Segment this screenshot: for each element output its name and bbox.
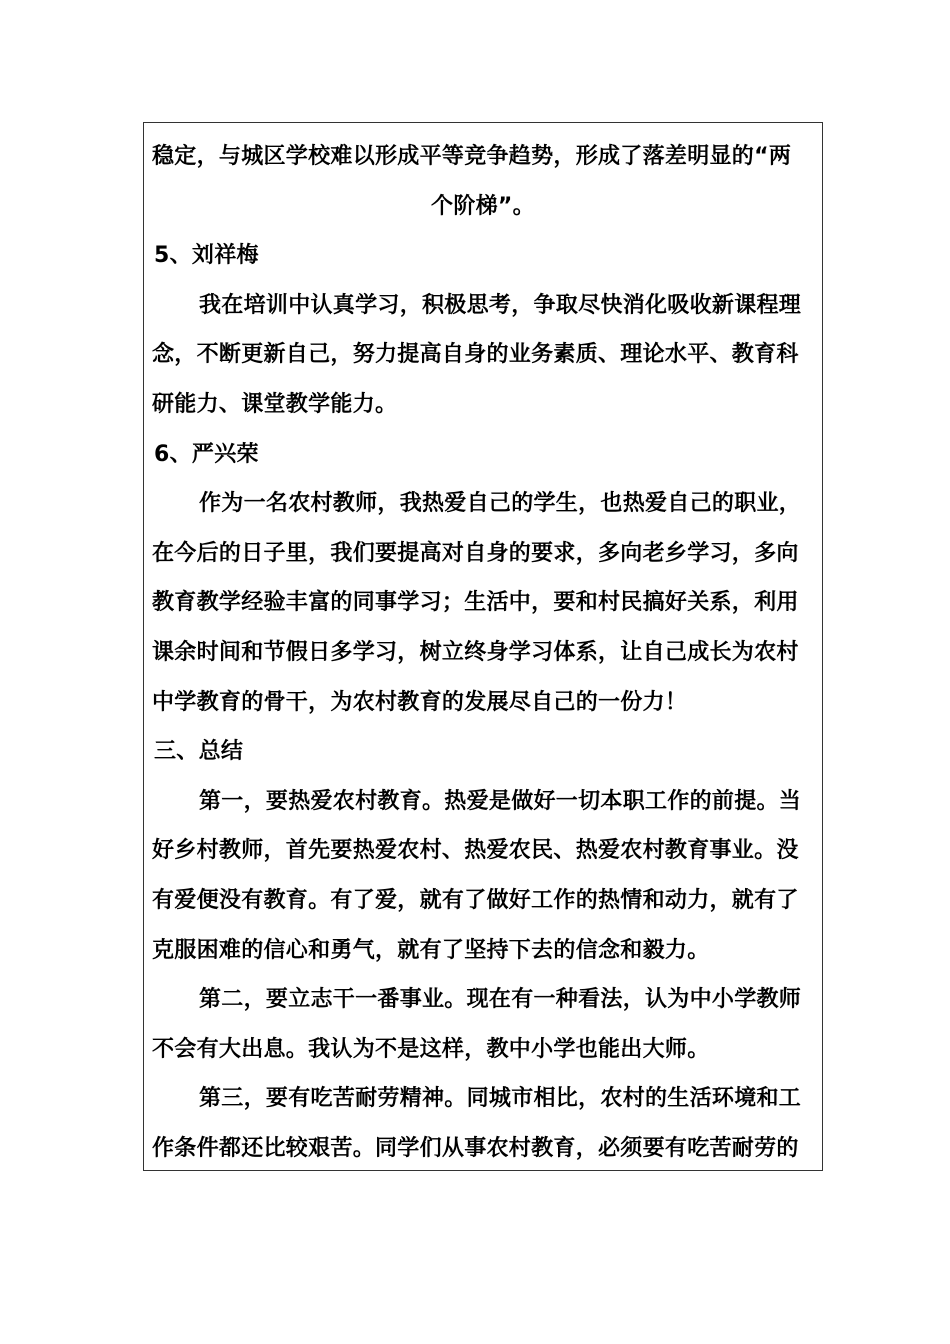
paragraph-line: 作条件都还比较艰苦。同学们从事农村教育，必须要有吃苦耐劳的 xyxy=(152,1135,799,1161)
paragraph-line: 我在培训中认真学习，积极思考，争取尽快消化吸收新课程理 xyxy=(199,292,802,318)
paragraph-line: 个阶梯”。 xyxy=(431,193,535,219)
section-heading: 5、刘祥梅 xyxy=(154,243,259,269)
paragraph-line: 念，不断更新自己，努力提高自身的业务素质、理论水平、教育科 xyxy=(152,342,799,368)
section-heading: 6、严兴荣 xyxy=(154,441,259,467)
paragraph-line: 第三，要有吃苦耐劳精神。同城市相比，农村的生活环境和工 xyxy=(199,1086,802,1112)
document-body xyxy=(152,132,814,1173)
paragraph-line: 不会有大出息。我认为不是这样，教中小学也能出大师。 xyxy=(152,1036,710,1062)
paragraph-line: 作为一名农村教师，我热爱自己的学生，也热爱自己的职业， xyxy=(199,491,802,517)
paragraph-line: 克服困难的信心和勇气，就有了坚持下去的信念和毅力。 xyxy=(152,937,710,963)
paragraph-line: 在今后的日子里，我们要提高对自身的要求，多向老乡学习，多向 xyxy=(152,540,799,566)
paragraph-line: 研能力、课堂教学能力。 xyxy=(152,391,398,417)
paragraph-line: 中学教育的骨干，为农村教育的发展尽自己的一份力！ xyxy=(152,689,688,715)
paragraph-line: 第一，要热爱农村教育。热爱是做好一切本职工作的前提。当 xyxy=(199,788,802,814)
paragraph-line: 稳定，与城区学校难以形成平等竞争趋势，形成了落差明显的“两 xyxy=(152,144,792,169)
paragraph-line: 好乡村教师，首先要热爱农村、热爱农民、热爱农村教育事业。没 xyxy=(152,838,799,864)
paragraph-line: 课余时间和节假日多学习，树立终身学习体系，让自己成长为农村 xyxy=(152,639,799,665)
paragraph-line: 第二，要立志干一番事业。现在有一种看法，认为中小学教师 xyxy=(199,987,802,1013)
paragraph-line: 教育教学经验丰富的同事学习；生活中，要和村民搞好关系，利用 xyxy=(152,590,799,616)
section-heading: 三、总结 xyxy=(154,739,244,765)
paragraph-line: 有爱便没有教育。有了爱，就有了做好工作的热情和动力，就有了 xyxy=(152,887,799,913)
